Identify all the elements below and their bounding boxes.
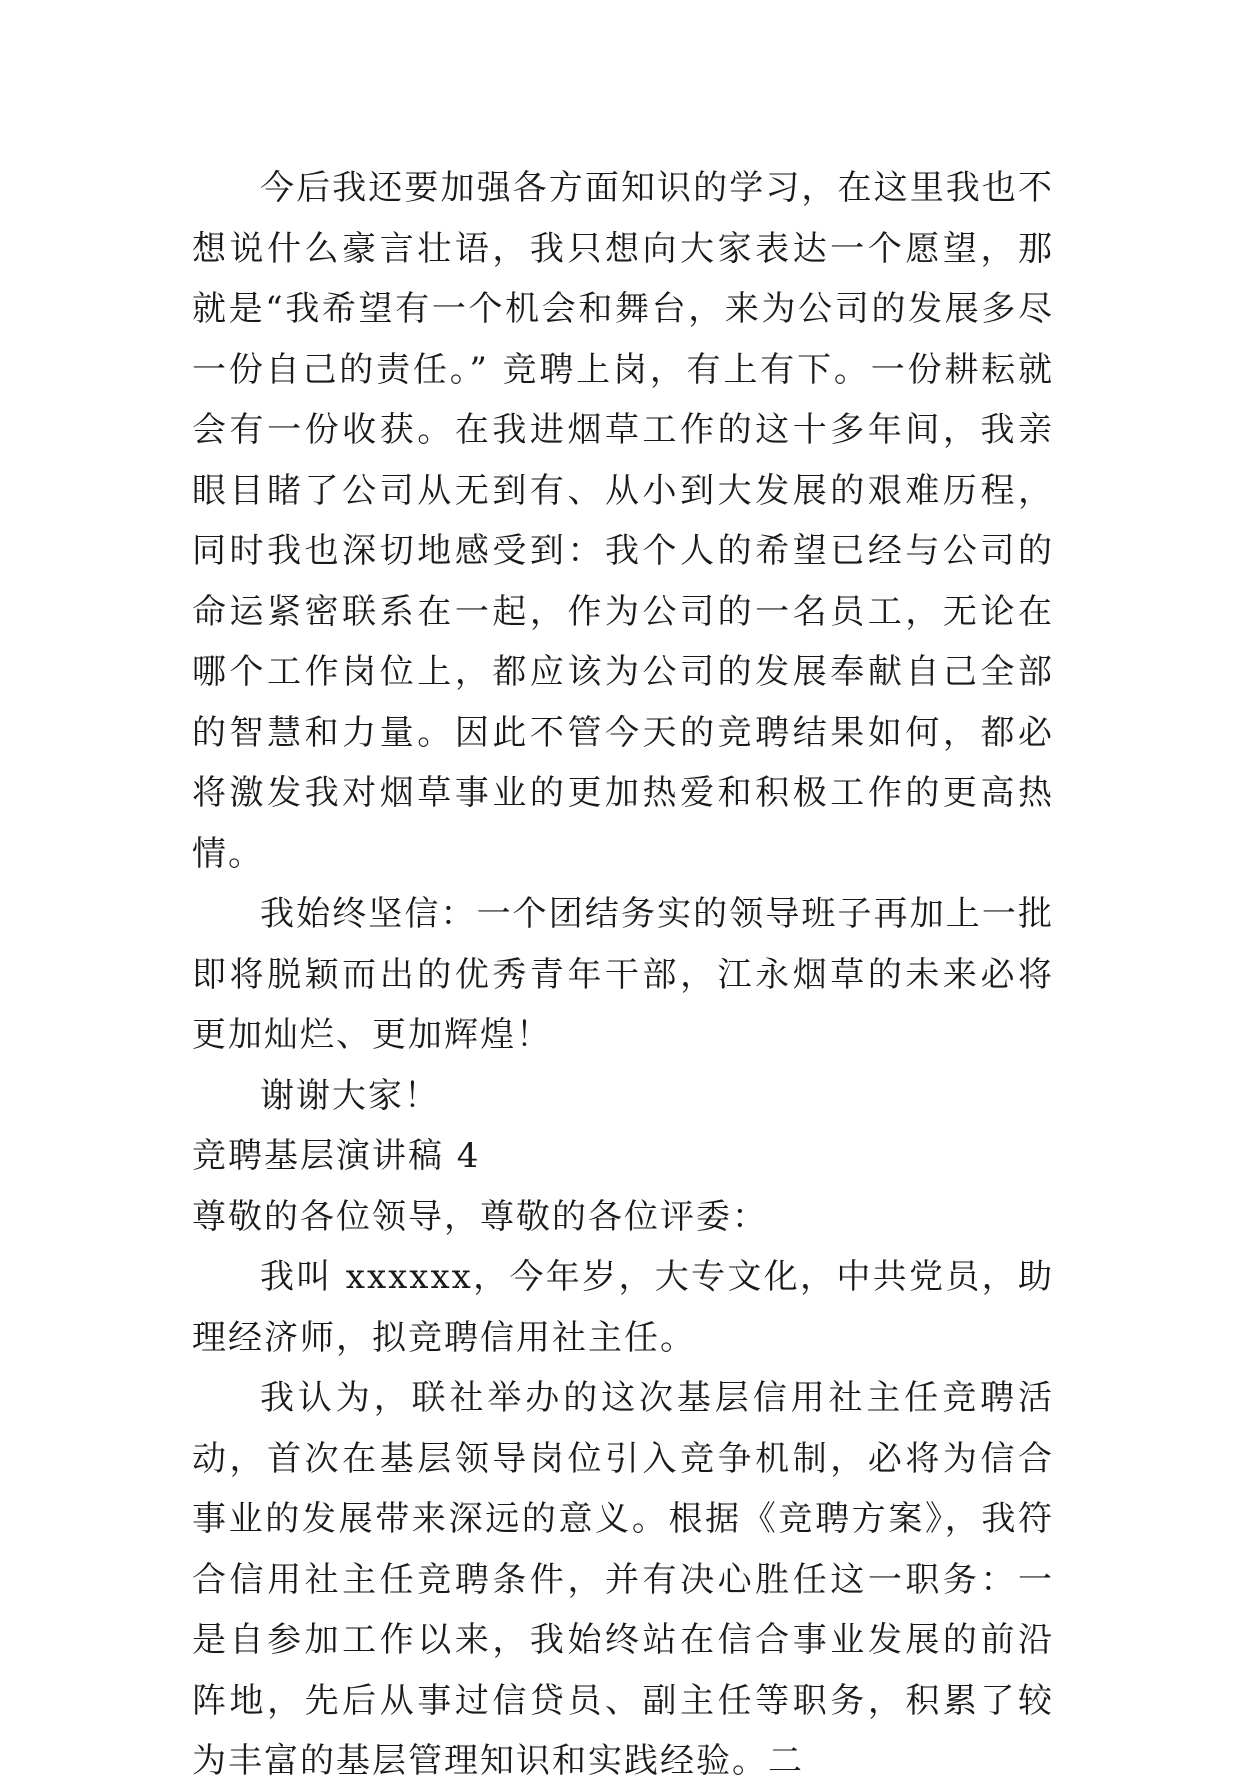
paragraph-thanks: 谢谢大家！: [260, 1075, 440, 1116]
document-body: [192, 158, 1054, 1792]
section-title: 竞聘基层演讲稿 4: [192, 1136, 481, 1176]
paragraph-qualifications: 我认为，联社举办的这次基层信用社主任竞聘活动，首次在基层领导岗位引入竞争机制，必将为信合事业的发展带来深远的意义。根据《竞聘方案》，我符合信用社主任竞聘条件，并有决心胜任这一职务：一是自参加工作以来，我始终站在信合事业发展的前沿阵地，先后从事过信贷员、副主任等职务，积累了较为丰富的基层管理知识和实践经验。二: [192, 1378, 1054, 1781]
paragraph-self-introduction: 我叫 xxxxxx，今年岁，大专文化，中共党员，助理经济师，拟竞聘信用社主任。: [192, 1257, 1054, 1358]
paragraph-career-aspiration: 今后我还要加强各方面知识的学习，在这里我也不想说什么豪言壮语，我只想向大家表达一个愿望，那就是“我希望有一个机会和舞台，来为公司的发展多尽一份自己的责任。” 竞聘上岗，有上有下。一份耕耘就会有一份收获。在我进烟草工作的这十多年间，我亲眼目睹了公司从无到有、从小到大发展的艰难历程，同时我也深切地感受到：我个人的希望已经与公司的命运紧密联系在一起，作为公司的一名员工，无论在哪个工作岗位上，都应该为公司的发展奉献自己全部的智慧和力量。因此不管今天的竞聘结果如何，都必将激发我对烟草事业的更加热爱和积极工作的更高热情。: [192, 168, 1054, 874]
salutation: 尊敬的各位领导，尊敬的各位评委：: [192, 1196, 768, 1237]
paragraph-belief: 我始终坚信：一个团结务实的领导班子再加上一批即将脱颖而出的优秀青年干部，江永烟草的未来必将更加灿烂、更加辉煌！: [192, 894, 1054, 1055]
